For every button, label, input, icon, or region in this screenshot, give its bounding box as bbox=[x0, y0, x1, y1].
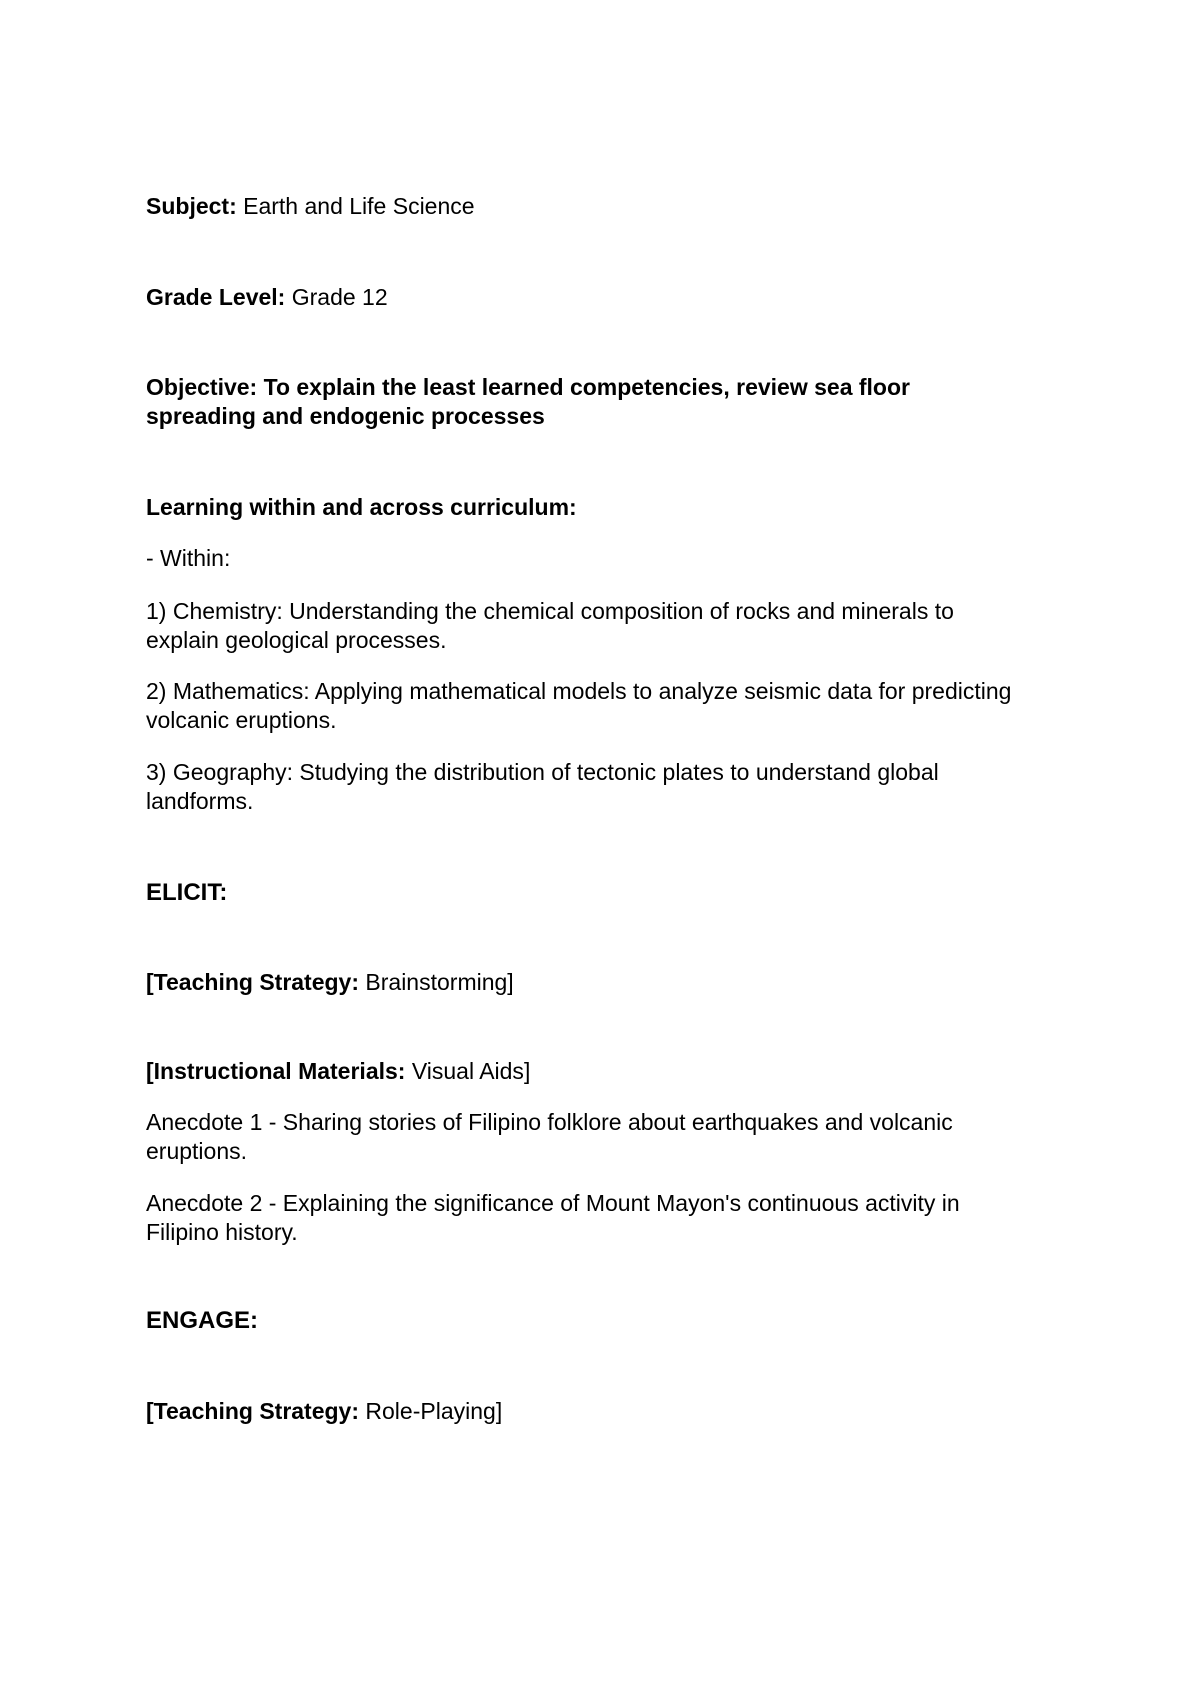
engage-teaching-strategy: [Teaching Strategy: Role-Playing] bbox=[146, 1398, 503, 1424]
elicit-materials-value: Visual Aids bbox=[411, 1058, 524, 1084]
learning-heading: Learning within and across curriculum: bbox=[146, 494, 577, 520]
engage-heading: ENGAGE: bbox=[146, 1307, 259, 1334]
subject-line bbox=[146, 192, 475, 221]
subject-label: Subject: bbox=[146, 193, 237, 219]
curriculum-item-mathematics: 2) Mathematics: Applying mathematical models to analyze seismic data for predicting volcanic eruptions. bbox=[146, 678, 1012, 733]
curriculum-item-geography: 3) Geography: Studying the distribution of tectonic plates to understand global landforms. bbox=[146, 759, 939, 814]
objective-label: Objective: bbox=[146, 374, 258, 400]
elicit-teaching-strategy: [Teaching Strategy: Brainstorming] bbox=[146, 969, 514, 995]
elicit-strategy-value: Brainstorming bbox=[365, 969, 508, 995]
elicit-strategy-label: Teaching Strategy: bbox=[153, 969, 360, 995]
engage-strategy-value: Role-Playing bbox=[365, 1398, 496, 1424]
engage-strategy-label: Teaching Strategy: bbox=[153, 1398, 360, 1424]
objective-line bbox=[146, 373, 1026, 431]
subject-value: Earth and Life Science bbox=[243, 193, 475, 219]
curriculum-item-chemistry: 1) Chemistry: Understanding the chemical composition of rocks and minerals to explain geological processes. bbox=[146, 598, 954, 653]
anecdote-1: Anecdote 1 - Sharing stories of Filipino folklore about earthquakes and volcanic eruptions. bbox=[146, 1109, 953, 1164]
within-label: - Within: bbox=[146, 545, 231, 571]
anecdote-2: Anecdote 2 - Explaining the significance of Mount Mayon's continuous activity in Filipino history. bbox=[146, 1190, 960, 1245]
objective-value: To explain the least learned competencies, review sea floor spreading and endogenic processes bbox=[146, 374, 910, 429]
elicit-materials-label: Instructional Materials: bbox=[153, 1058, 406, 1084]
elicit-heading: ELICIT: bbox=[146, 879, 228, 906]
grade-level-line bbox=[146, 283, 388, 312]
grade-level-value: Grade 12 bbox=[291, 284, 388, 310]
grade-level-label: Grade Level: bbox=[146, 284, 286, 310]
elicit-instructional-materials: [Instructional Materials: Visual Aids] bbox=[146, 1058, 531, 1084]
